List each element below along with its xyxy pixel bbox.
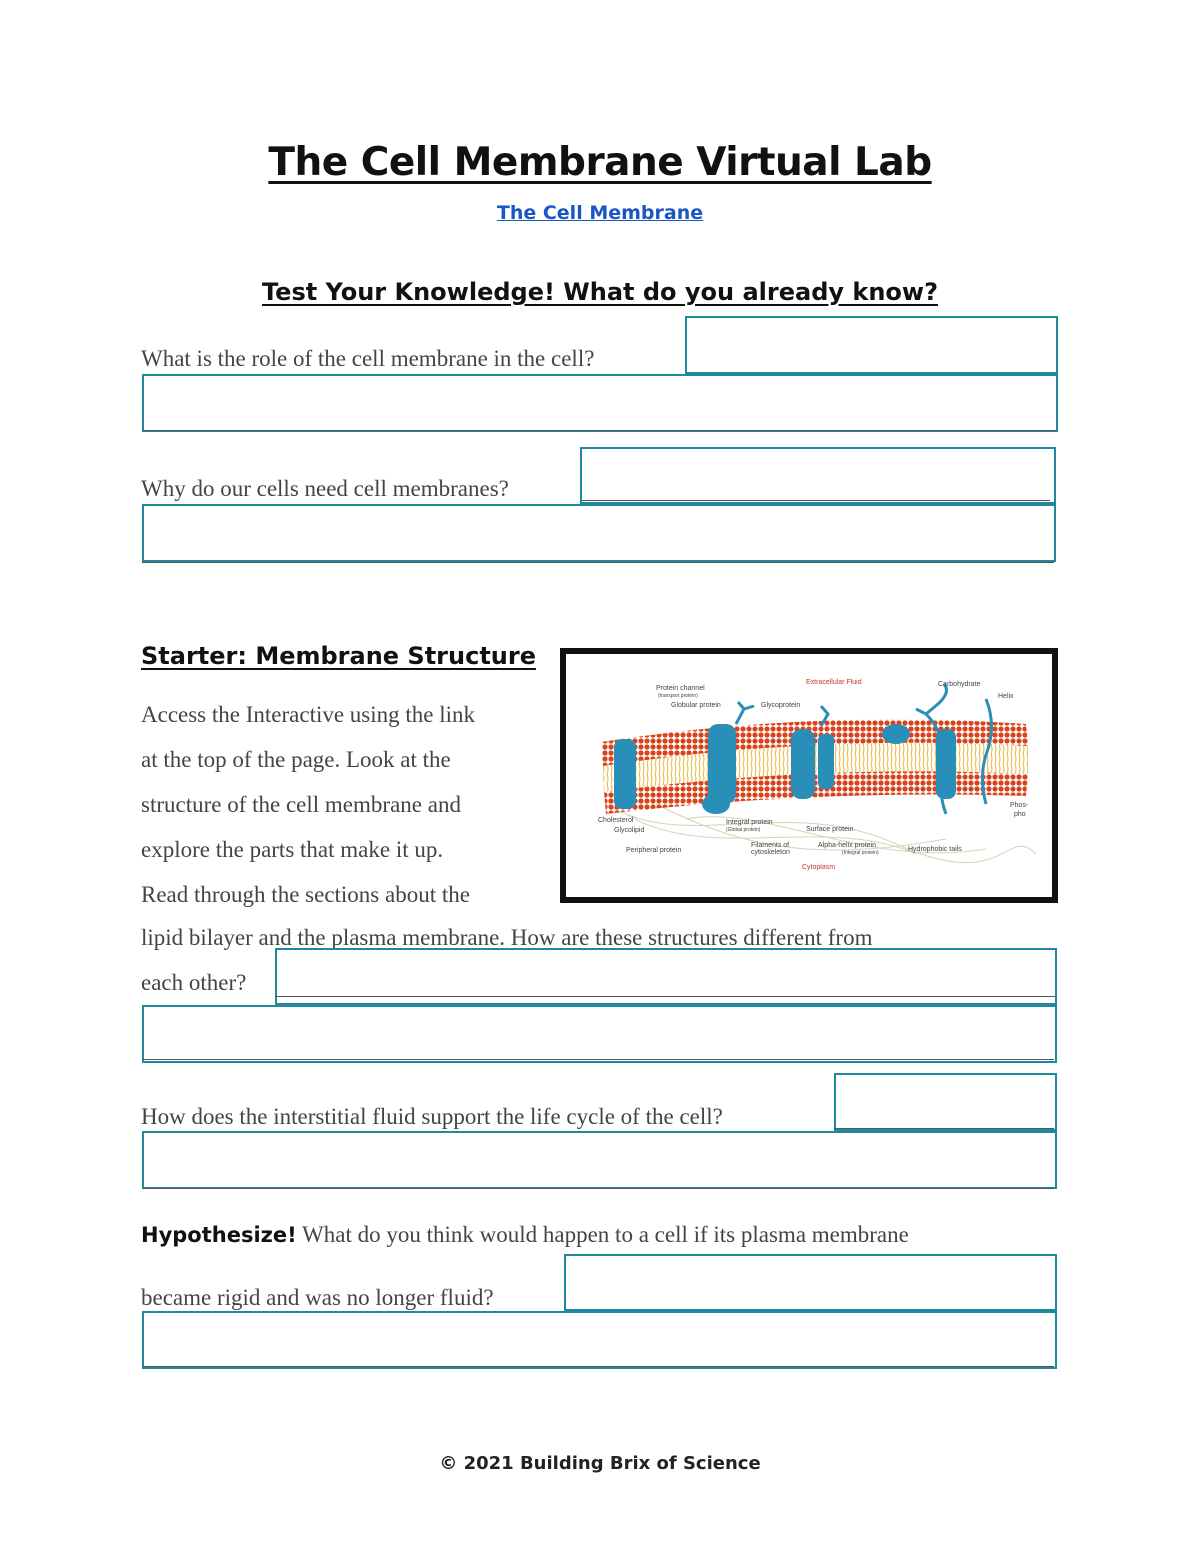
hypothesize-line-1 [141, 1222, 909, 1248]
starter-line-1: Access the Interactive using the link [141, 702, 476, 727]
answer-rule-hyp [142, 1366, 1054, 1367]
label-integral: Integral protein [726, 819, 773, 826]
starter-heading [141, 642, 536, 670]
answer-rule-q4-inline [834, 1128, 1054, 1129]
copyright-footer: © 2021 Building Brix of Science [439, 1453, 761, 1474]
starter-paragraph [141, 692, 475, 917]
label-phospholipid-1: Phos- [1010, 802, 1029, 809]
page-title [0, 140, 1200, 185]
answer-box-q1-line[interactable] [142, 374, 1058, 432]
answer-box-q2-inline[interactable] [580, 447, 1056, 504]
question-1: What is the role of the cell membrane in the cell? [141, 346, 595, 371]
question-4: How does the interstitial fluid support the life cycle of the cell? [141, 1104, 723, 1129]
label-filaments: Filaments of [751, 842, 790, 849]
answer-rule-q3 [142, 1059, 1054, 1060]
answer-rule-q2 [142, 562, 1054, 563]
starter-line-3: structure of the cell membrane and [141, 792, 461, 817]
section-heading-knowledge-text: Test Your Knowledge! What do you already know? [261, 278, 939, 306]
cell-membrane-diagram [560, 648, 1058, 903]
starter-heading-text: Starter: Membrane Structure [141, 642, 537, 670]
label-cytoskeleton: cytoskeleton [751, 849, 790, 856]
label-transport-protein: (transport protein) [658, 693, 698, 699]
label-glycolipid: Glycolipid [614, 827, 645, 834]
label-phospholipid-2: pho [1014, 811, 1026, 818]
membrane-illustration [566, 654, 1052, 897]
answer-box-q1-inline[interactable] [685, 316, 1058, 374]
answer-box-q4-line[interactable] [142, 1131, 1057, 1189]
answer-box-q2-line[interactable] [142, 504, 1056, 562]
interactive-link[interactable] [0, 202, 1200, 224]
answer-rule-q3-inline [275, 996, 1055, 997]
answer-rule-q4 [142, 1188, 1054, 1189]
hypothesize-label: Hypothesize! [141, 1223, 297, 1247]
interactive-link-text[interactable]: The Cell Membrane [496, 202, 704, 224]
label-alpha-helix: Alpha-helix protein [818, 842, 876, 849]
question-3: each other? [141, 970, 247, 995]
label-glycoprotein: Glycoprotein [761, 702, 801, 709]
label-protein-channel: Protein channel [656, 685, 705, 692]
question-2: Why do our cells need cell membranes? [141, 476, 509, 501]
hypothesize-text-1: What do you think would happen to a cell if its plasma membrane [302, 1222, 909, 1247]
label-integral-protein2: (Integral protein) [842, 850, 879, 856]
starter-full-line: lipid bilayer and the plasma membrane. How are these structures different from [141, 925, 873, 950]
label-hydrophobic: Hydrophobic tails [908, 846, 962, 853]
answer-rule-q1 [142, 430, 1056, 431]
answer-box-q4-inline[interactable] [834, 1073, 1057, 1131]
page-title-text: The Cell Membrane Virtual Lab [268, 140, 932, 185]
label-cytoplasm: Cytoplasm [802, 864, 836, 871]
label-global-protein: (Global protein) [726, 827, 761, 833]
label-surface: Surface protein [806, 826, 854, 833]
label-helix: Helix [998, 693, 1014, 700]
answer-box-hyp-inline[interactable] [564, 1254, 1057, 1311]
starter-line-2: at the top of the page. Look at the [141, 747, 451, 772]
starter-line-5: Read through the sections about the [141, 882, 470, 907]
section-heading-knowledge [0, 278, 1200, 306]
label-peripheral: Peripheral protein [626, 847, 682, 854]
hypothesize-line-2: became rigid and was no longer fluid? [141, 1285, 494, 1310]
starter-line-4: explore the parts that make it up. [141, 837, 444, 862]
label-globular-protein: Globular protein [671, 702, 721, 709]
answer-box-q3-line[interactable] [142, 1005, 1057, 1063]
answer-box-hyp-line[interactable] [142, 1311, 1057, 1369]
label-cholesterol: Cholesterol [598, 817, 634, 824]
label-extracellular: Extracellular Fluid [806, 679, 862, 686]
label-carbohydrate: Carbohydrate [938, 681, 981, 688]
